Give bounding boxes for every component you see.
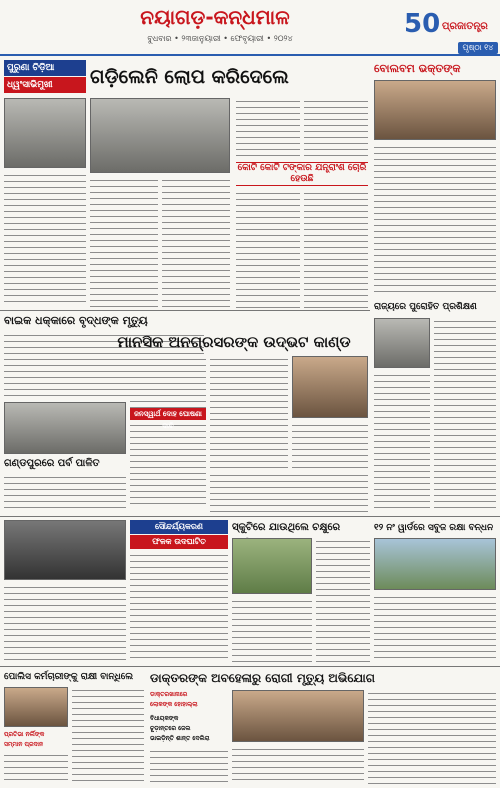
story4-headline: ମାନସିକ ଅନଗ୍ରସରଙ୍କ ଉଦ୍ଭଟ କାଣ୍ଡ xyxy=(117,333,351,351)
story14-body xyxy=(4,752,68,785)
anniversary-logo xyxy=(398,2,496,44)
newspaper-section-title: ନୟାଗଡ଼-କନ୍ଧମାଳ xyxy=(140,5,290,29)
story1-body-col2 xyxy=(90,177,158,307)
story1-body-col1 xyxy=(4,172,86,304)
story4-body-col1 xyxy=(210,356,288,468)
story2-headline: ବୋଲବମ ଭକ୍ତଙ୍କ xyxy=(374,62,461,75)
story13-body xyxy=(150,748,228,785)
story8-body-col1 xyxy=(316,538,370,662)
story1-headline: ଗଡ଼ିଲେନି ଲୋପ କରିଦେଲେ xyxy=(90,66,289,88)
story9-body xyxy=(374,594,496,662)
story5-headline: ଗଣ୍ଡପୁରରେ ପର୍ବ ପାଳିତ xyxy=(4,458,100,469)
story7-kicker: ସୌନ୍ଦର୍ଯ୍ୟକରଣ xyxy=(130,520,228,534)
divider xyxy=(0,666,500,667)
story14-line2: ସମ୍ମାନ ପ୍ରଦାନ xyxy=(4,741,44,748)
story10-photo xyxy=(4,687,68,727)
story4-inset: ଜନସ୍ୱାର୍ଥ ଦୋହ ଘୋଷଣା ଦାବି xyxy=(130,408,206,420)
story1-body-col4 xyxy=(236,98,300,158)
story1-inset-headline: କୋଟି କୋଟି ଟଙ୍କାର ଯନ୍ତ୍ରାଂଶ ଚୋରି ହେଉଛି xyxy=(237,163,367,184)
story11-body-col2 xyxy=(368,690,496,785)
story6-body-col1 xyxy=(434,318,496,508)
story8-photo-scooter xyxy=(232,538,312,594)
story1-body-col6 xyxy=(236,190,300,308)
story9-headline: ୧୨ ନଂ ୱାର୍ଡରେ ସବୁଜ ରକ୍ଷା ବନ୍ଧନ xyxy=(374,523,494,533)
story11-body-col1 xyxy=(232,746,364,785)
story7-kicker2: ଫଳକ ଉଦଘାଟିତ xyxy=(130,535,228,549)
story4-photo xyxy=(292,356,368,418)
story13-line3: ଭାଇଡ଼ିନ୍ତି ଶାନ୍ତ ଦେଲିରା xyxy=(150,735,210,742)
story11-photo xyxy=(232,690,364,742)
story5-photo xyxy=(4,402,126,454)
story7-body-col2 xyxy=(130,552,228,662)
dateline: ବୁଧବାର • ୨୩ଜାନୁୟାରୀ • ଫେବୃୟାରୀ • ୨୦୨୪ xyxy=(147,34,293,43)
story1-body-col5 xyxy=(304,98,368,158)
page-number-badge: ପୃଷ୍ଠା ୧୪ xyxy=(458,42,498,54)
logo-text: ପ୍ରଜାତନ୍ତ୍ର xyxy=(442,21,488,32)
divider xyxy=(0,310,370,311)
story3-headline: ବାଇକ ଧକ୍କାରେ ବୃଦ୍ଧଙ୍କ ମୃତ୍ୟୁ xyxy=(4,314,148,327)
story9-photo xyxy=(374,538,496,590)
story1-kicker: ପୁରୁଣା ଚିଡ଼ିଆ xyxy=(4,60,86,76)
story12-inset1: ଡାକ୍ତରଖାନାରେ xyxy=(150,691,188,698)
logo-number: 50 xyxy=(404,9,441,39)
story8-headline: ସ୍କୁଟିରେ ଯାଉଥିଲେ ଚକ୍ଷୁରେ xyxy=(232,522,341,533)
story8-body-col2 xyxy=(232,598,312,662)
story4-body-col4 xyxy=(292,422,368,468)
story6-photo xyxy=(374,318,430,368)
story5-body xyxy=(4,474,126,512)
story6-body-col2 xyxy=(374,372,430,508)
story1-photo-structure xyxy=(90,98,230,173)
story1-body-col3 xyxy=(162,177,230,307)
story2-photo-devotees xyxy=(374,80,496,140)
divider xyxy=(0,516,500,517)
story11-headline: ଡାକ୍ତରଙ୍କ ଅବହେଳାରୁ ରୋଗୀ ମୃତ୍ୟୁ ଅଭିଯୋଗ xyxy=(150,671,375,685)
story1-photo-tower xyxy=(4,98,86,168)
story13-line1: ବିଧାୟକଙ୍କ xyxy=(150,715,179,722)
story1-body-col7 xyxy=(304,190,368,308)
story6-headline: ରାଜ୍ୟରେ ପୁରୋହିତ ପ୍ରଶିକ୍ଷଣ xyxy=(374,302,477,312)
story2-body xyxy=(374,144,496,294)
story1-kicker2: ଧ୍ୱଂସାଭିମୁଖୀ xyxy=(4,77,86,93)
story7-body-col1 xyxy=(4,584,126,662)
story7-photo xyxy=(4,520,126,580)
story12-inset2: ଲୋକଙ୍କ ହୋହାଲ୍ଲା xyxy=(150,701,198,708)
story4-body-col3 xyxy=(210,472,368,512)
story10-body xyxy=(72,687,144,785)
story13-line2: ଚୂଡ଼ାନ୍ତରେ ଜେଲ xyxy=(150,725,191,732)
story10-headline: ପୋଲିସ କର୍ମଚାରୀଙ୍କୁ ରାକ୍ଷୀ ବାନ୍ଧିଲେ xyxy=(4,672,134,682)
story14-line1: ପ୍ରତିଭା ନର୍ଲିଙ୍କ xyxy=(4,731,45,738)
